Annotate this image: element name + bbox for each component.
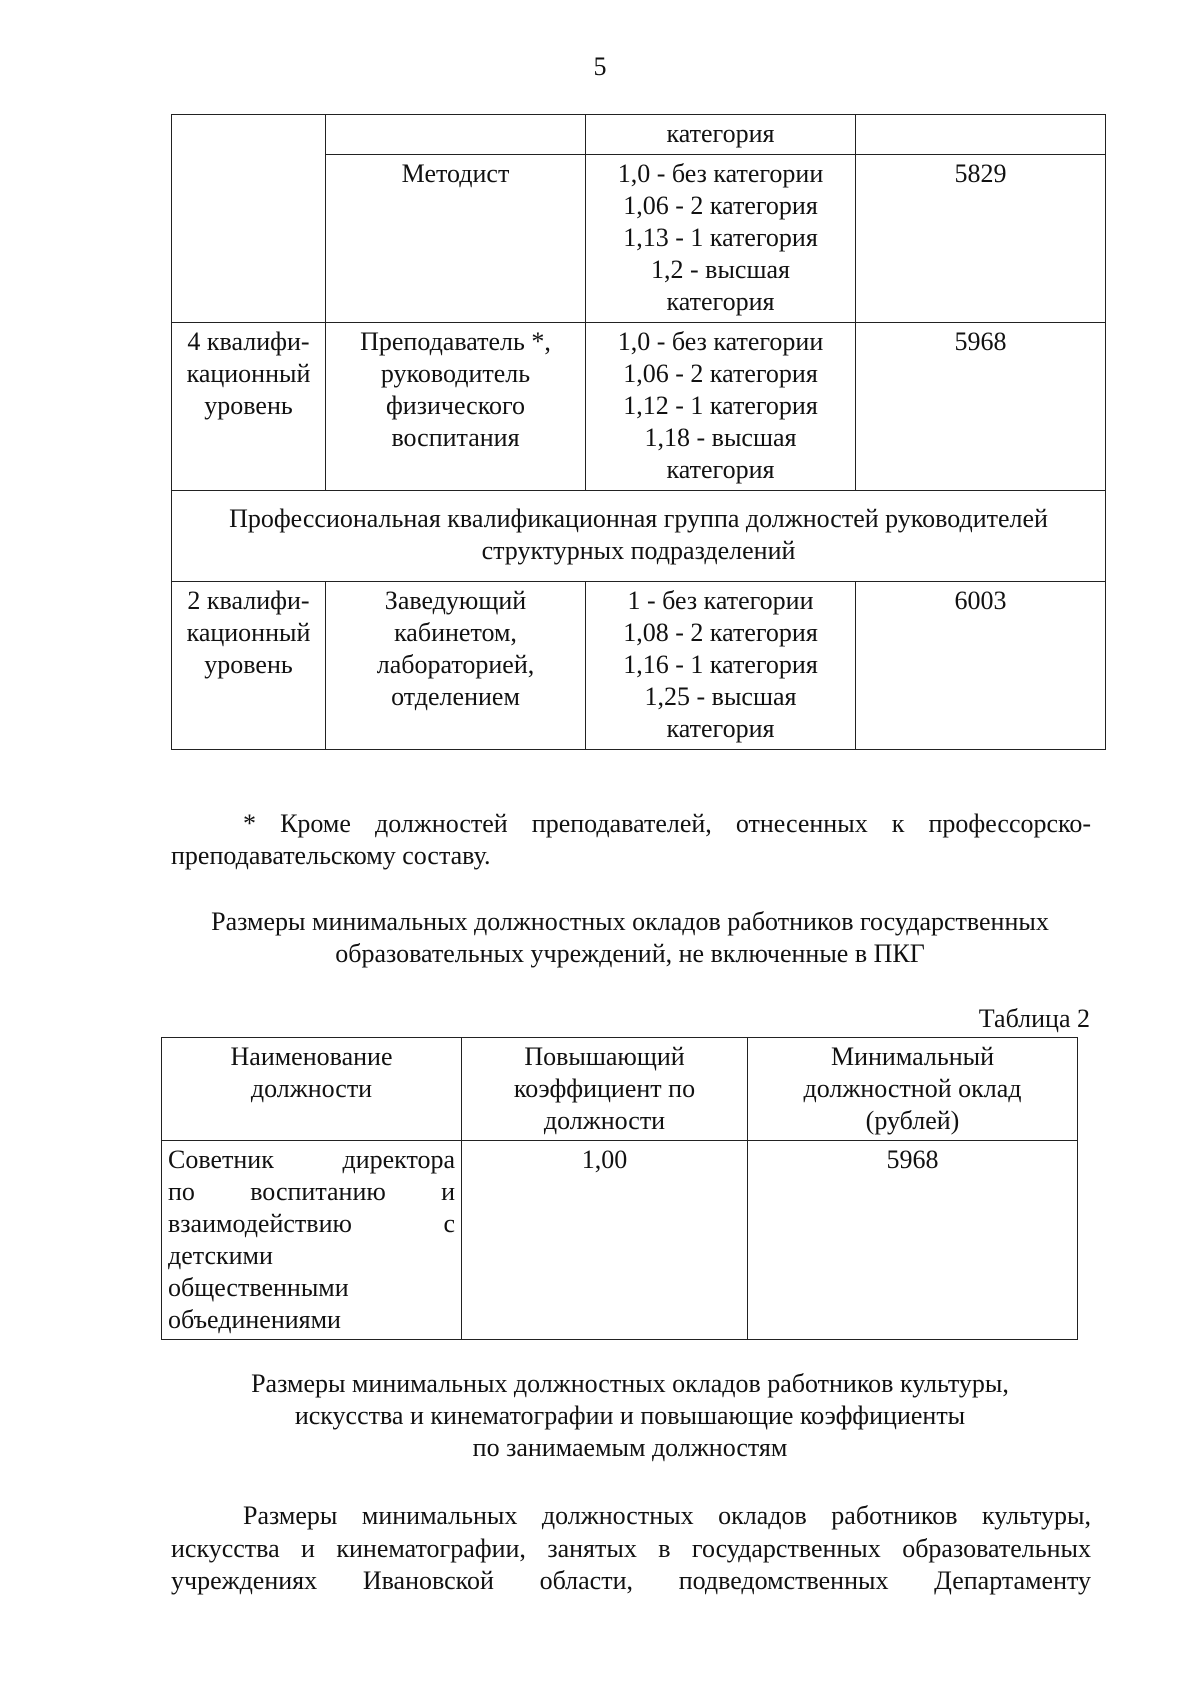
position-cell: Заведующий кабинетом, лабораторией, отделением	[326, 582, 586, 750]
coefficient-cell	[586, 115, 856, 155]
salary-cell: 5968	[748, 1141, 1078, 1340]
section-title-line: искусства и кинематографии и повышающие коэффициенты	[294, 1401, 966, 1430]
footnote-line: * Кроме должностей преподавателей, отнесенных к профессорско-	[243, 809, 1091, 838]
position-name-line: Советник директора	[168, 1145, 455, 1174]
position-name-line: объединениями	[168, 1305, 341, 1334]
paragraph-line: учреждениях Ивановской области, подведомственных Департаменту	[171, 1566, 1091, 1595]
table-row	[172, 115, 1106, 155]
salary-table-2	[161, 1037, 1078, 1340]
salary-cell: 6003	[856, 582, 1106, 750]
section-title-line: по занимаемым должностям	[472, 1433, 788, 1462]
table-row	[162, 1141, 1078, 1340]
coefficient-line: 1,08 - 2 категория	[623, 618, 818, 647]
coefficient-line: 1,12 - 1 категория	[623, 391, 818, 420]
salary-cell: 5968	[856, 323, 1106, 491]
level-cell	[172, 115, 326, 323]
column-header: Минимальный должностной оклад (рублей)	[748, 1038, 1078, 1141]
paragraph-line: Размеры минимальных должностных окладов работников культуры,	[243, 1501, 1091, 1530]
level-cell: 4 квалифи-кационный уровень	[172, 323, 326, 491]
paragraph-line: искусства и кинематографии, занятых в государственных образовательных	[171, 1533, 1091, 1563]
table-row	[172, 582, 1106, 750]
coefficient-cell	[586, 582, 856, 750]
coefficient-line: 1,13 - 1 категория	[623, 223, 818, 252]
coefficient-line: категория	[666, 714, 775, 743]
level-cell: 2 квалифи-кационный уровень	[172, 582, 326, 750]
position-cell	[326, 115, 586, 155]
coefficient-line: категория	[666, 119, 775, 148]
position-name-line: детскими	[168, 1241, 273, 1270]
table-caption: Таблица 2	[978, 1004, 1090, 1033]
table-row	[172, 323, 1106, 491]
coefficient-line: 1,06 - 2 категория	[623, 359, 818, 388]
header-row	[162, 1038, 1078, 1141]
footnote-line: преподавательскому составу.	[171, 841, 491, 870]
coefficient-line: категория	[666, 455, 775, 484]
section-title-line: Размеры минимальных должностных окладов работников культуры,	[251, 1369, 1009, 1398]
position-name-line: по воспитанию и	[168, 1177, 455, 1206]
section-title-1	[160, 906, 1100, 970]
footnote	[171, 808, 1091, 872]
coefficient-line: 1,06 - 2 категория	[623, 191, 818, 220]
coefficient-cell	[586, 155, 856, 323]
salary-table-1	[171, 114, 1106, 750]
body-paragraph	[171, 1500, 1091, 1598]
coefficient-cell	[586, 323, 856, 491]
section-header-row	[172, 491, 1106, 582]
position-name-line: взаимодействию с	[168, 1209, 455, 1238]
coefficient-line: 1,25 - высшая	[644, 682, 797, 711]
coefficient-line: 1,0 - без категории	[617, 327, 824, 356]
column-header: Повышающий коэффициент по должности	[462, 1038, 748, 1141]
coefficient-line: 1,2 - высшая	[651, 255, 790, 284]
coefficient-line: 1,18 - высшая	[644, 423, 797, 452]
position-cell: Преподаватель *, руководитель физического воспитания	[326, 323, 586, 491]
section-header: Профессиональная квалификационная группа должностей руководителей структурных подразделений	[172, 491, 1106, 582]
coefficient-line: 1 - без категории	[627, 586, 814, 615]
section-title-line: образовательных учреждений, не включенные в ПКГ	[335, 939, 925, 968]
position-name-line: общественными	[168, 1273, 349, 1302]
salary-cell: 5829	[856, 155, 1106, 323]
salary-cell	[856, 115, 1106, 155]
section-title-line: Размеры минимальных должностных окладов работников государственных	[211, 907, 1049, 936]
column-header: Наименование должности	[162, 1038, 462, 1141]
section-title-2	[160, 1368, 1100, 1464]
page-number: 5	[593, 52, 607, 81]
coefficient-line: 1,16 - 1 категория	[623, 650, 818, 679]
position-name-cell	[162, 1141, 462, 1340]
coefficient-line: категория	[666, 287, 775, 316]
coefficient-cell: 1,00	[462, 1141, 748, 1340]
coefficient-line: 1,0 - без категории	[617, 159, 824, 188]
position-cell: Методист	[326, 155, 586, 323]
